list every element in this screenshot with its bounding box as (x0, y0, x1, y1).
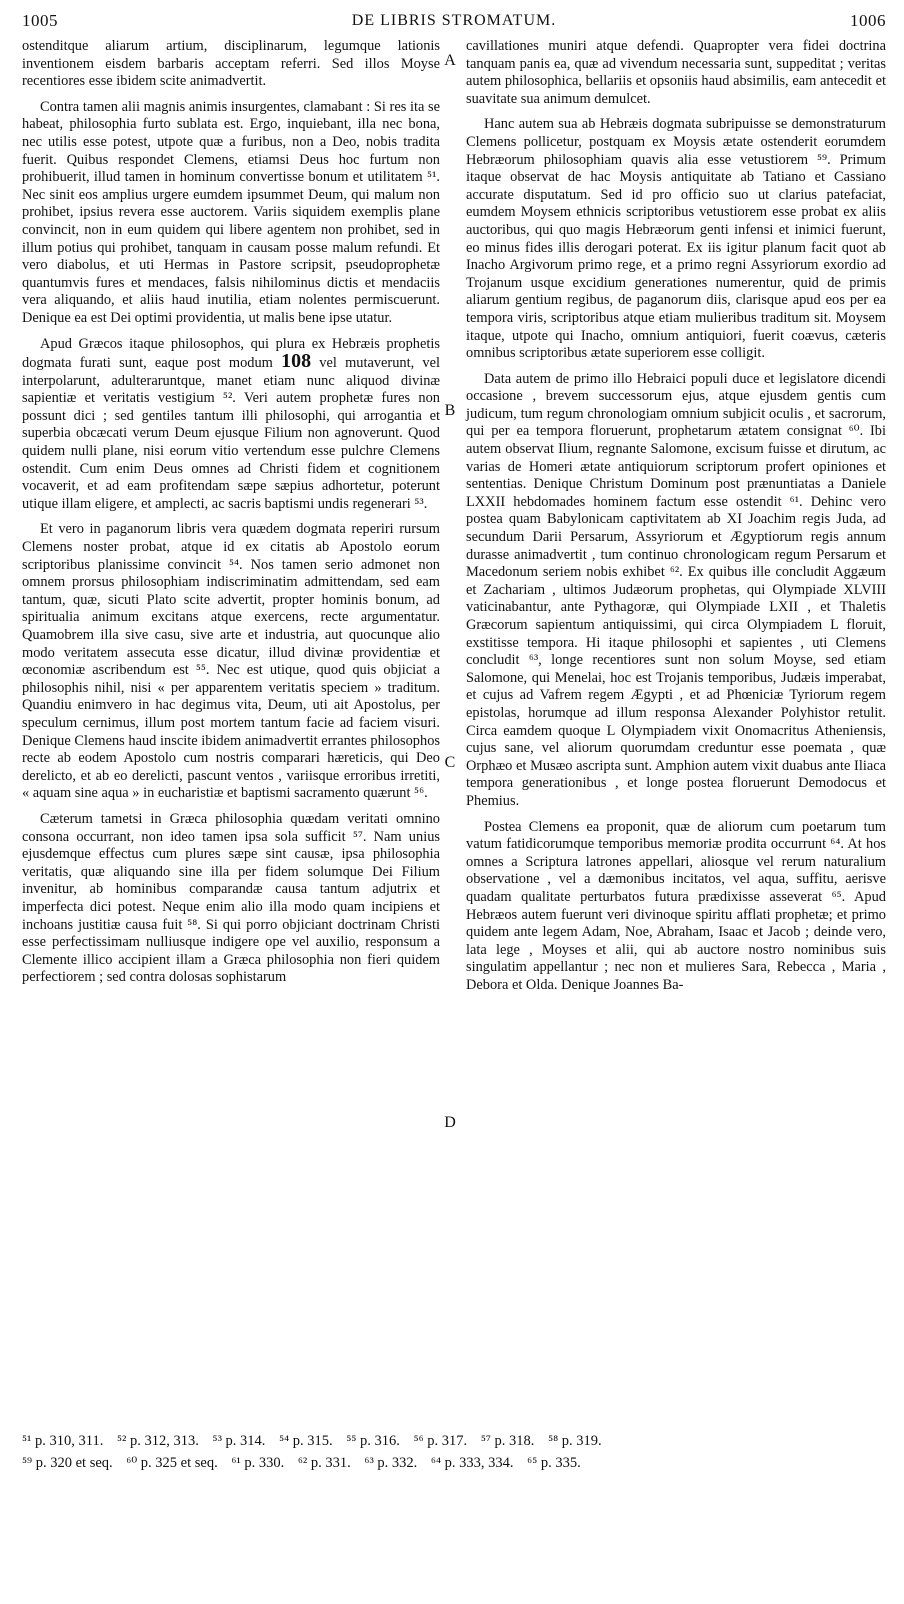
footnote: ⁵² p. 312, 313. (117, 1433, 199, 1449)
margin-marker-a: A (444, 52, 456, 69)
footnote: ⁵⁵ p. 316. (346, 1433, 400, 1449)
right-page-number: 1006 (850, 11, 886, 30)
footnote: ⁶³ p. 332. (364, 1455, 418, 1471)
margin-marker-b: B (444, 402, 456, 419)
margin-marker-c: C (444, 754, 456, 771)
paragraph: Et vero in paganorum libris vera quædem dogmata reperiri rursum Clemens noster probat, atque id ex citatis ab Apostolo eorum scriptoribus planissime convincit ⁵⁴. Nos tamen serio admonet non omnem prorsus philosophiam indiscriminatim admittendam, sed eam tantum, quæ, sicuti Plato scite advertit, propter hominis bonum, ad spiritualia animum excitans atque exercens, recte argumentatur. Quamobrem illa sive casu, sive arte et industria, aut quocunque alio modo veritatem assecuta esse dicatur, illud divinæ providentiæ et œconomiæ ascribendum est ⁵⁵. Nec est utique, quod quis objiciat a philosophis nihil, nisi « per apparentem veritatis speciem » traditum. Quandiu enimvero in hac degimus vita, Deum, uti ait Apostolus, per speculum cernimus, illum post mortem tantum facie ad faciem visuri. Denique Clemens haud inscite ibidem animadvertit errantes philosophos recte ab eodem Apostolo cum nostris comparari hæreticis, qui Deo derelicto, et ab eo derelicti, pascunt ventos , variisque erroribus irretiti, « aquam sine aqua » in eucharistiæ et baptismi sacramento quærunt ⁵⁶. (22, 521, 440, 802)
footnote: ⁵⁶ p. 317. (413, 1433, 468, 1449)
footnote: ⁵⁷ p. 318. (480, 1433, 535, 1449)
footnote: ⁶⁰ p. 325 et seq. (126, 1455, 218, 1471)
page-header (22, 8, 886, 34)
footnotes (22, 1430, 886, 1474)
left-column (22, 38, 440, 995)
footnote: ⁶⁴ p. 333, 334. (430, 1455, 514, 1471)
paragraph: Postea Clemens ea proponit, quæ de aliorum cum poetarum tum vatum fatidicorumque temporibus memoriæ prodita occurrunt ⁶⁴. At hos omnes a Scriptura latrones appellari, aliosque vel rerum naturalium observatione , vel a dæmonibus incitatos, vel aqua, suffitu, aerisve quadam qualitate perturbatos futura prædixisse asseverat ⁶⁵. Apud Hebræos autem fuerunt veri divinoque spiritu afflati prophetæ; et primo quidem ante legem Adam, Noe, Abraham, Isaac et Jacob ; deinde vero, lata lege , Moyses et alii, qui ab auctore nostro nominibus suis singulatim appellantur ; nec non et mulieres Sara, Rebecca , Maria , Debora et Olda. Denique Joannes Ba- (466, 818, 886, 993)
column-number-marker: 108 (281, 350, 312, 373)
paragraph: Contra tamen alii magnis animis insurgentes, clamabant : Si res ita se habeat, philosophia furto sublata est. Ergo, inquiebant, illa nec bona, nec utilis esse potest, utpote quæ a furibus, non a Deo, nobis tradita fuerit. Quibus respondet Clemens, etiamsi Deus hoc furtum non prohibuerit, illud tamen in hominum convertisse bonum et utilitatem ⁵¹. Nec sinit eos amplius urgere eumdem ipsummet Deum, qui malum non prohibet, ipsius revera esse auctorem. Variis siquidem exemplis plane convincit, non in eum quidem qui libere agentem non prohibet, sed in illum potius qui prohibet, tanquam in causam posse malum refundi. Et vero diabolus, et uti Hermas in Pastore scripsit, pseudoprophetæ quantumvis fures et mendaces, falsis nihilominus dictis et mendaciis vera aliquando, et aliis haud inutilia, etiam nolentes permiscuerunt. Denique ea est Dei optimi providentia, ut malis bene ipse utatur. (22, 98, 440, 326)
footnote: ⁶² p. 331. (297, 1455, 351, 1471)
paragraph: ostenditque aliarum artium, disciplinarum, legumque lationis inventionem eisdem barbaris acceptam referri. Sed illos Moyse recentiores esse ibidem scite animadvertit. (22, 38, 440, 90)
footnote-line-1 (22, 1430, 886, 1452)
paragraph-text: Apud Græcos itaque philosophos, qui plura ex Hebræis prophetis dogmata furati sunt, eaque post modum (22, 335, 440, 372)
footnote: ⁵⁸ p. 319. (548, 1433, 602, 1449)
footnote: ⁵¹ p. 310, 311. (22, 1433, 104, 1449)
footnote-line-2 (22, 1452, 886, 1474)
paragraph: Data autem de primo illo Hebraici populi duce et legislatore dicendi occasione , brevem successorum ejus, atque ejusdem gentis cum judicum, tum regum chronologiam omnium subjicit oculis , et sacrorum, qui per ea tempora floruerunt, prophetarum ætatem consignat ⁶⁰. Ibi autem observat Ilium, regnante Salomone, excisum fuisse et dirutum, ac varias de Homeri ætate antiquiorum scriptorum profert opiniones et sententias. Denique Christum Dominum post prænuntiatas a Daniele LXXII hebdomades hominem factum esse ostendit ⁶¹. Dehinc vero postea quam Babylonicam captivitatem ab XI Joachim regis Juda, ad secundum Darii Persarum, Assyriorum et Ægyptiorum regis annum durasse animadvertit , tum continuo chronologicam regum Persarum et Macedonum seriem nobis exhibet ⁶². Ex quibus ille concludit Aggæum et Zachariam , ultimos Judæorum prophetas, qui Olympiade XLVIII vaticinabantur, ante Pythagoræ, qui Olympiade LXII , et Thaletis Græcorum sapientum antiquissimi, qui circa Olympiadem L floruit, exstitisse tempora. Hi itaque philosophi et sapientes , uti Clemens concludit ⁶³, longe recentiores sunt non solum Moyse, sed etiam Salomone, qui Menelai, hoc est Trojanis temporibus, Judæis imperabat, et cujus ad Vafrem regem Ægypti , et ad Phœniciæ Tyriorum regem epistolas, horumque ad illum responsa Alexander Polyhistor retulit. Circa eamdem quoque L Olympiadem vixit Onomacritus Atheniensis, cujus sane, vel aliorum quorumdam creduntur esse poemata , quæ Orphæo et Musæo ascripta sunt. Amphion autem vixit duabus ante Iliaca tempora generationibus , et longe postea floruerunt Demodocus et Phemius. (466, 370, 886, 809)
running-title: DE LIBRIS STROMATUM. (351, 12, 557, 29)
footnote: ⁵⁴ p. 315. (279, 1433, 333, 1449)
paragraph: Cæterum tametsi in Græca philosophia quædam veritati omnino consona occurrant, non ideo tamen ipsa sola sufficit ⁵⁷. Nam unius ejusdemque effectus cum plures sæpe sint causæ, ipsa philosophia veritatis, quæ aliquando sine illa per fidem solumque Dei Filium invenitur, ab hominibus comparandæ causa tantum adjutrix et imperfecta dici potest. Neque enim alio illa modo quam incipiens et inchoans justitiæ causa fuit ⁵⁸. Si qui porro objiciant doctrinam Christi esse perfectissimam nulliusque indigere ope vel auxilio, responsum a Clemente illico accipient illam a Græca philosophia non fieri quidem perfectiorem ; sed contra dolosas sophistarum (22, 810, 440, 986)
paragraph: Hanc autem sua ab Hebræis dogmata subripuisse se demonstraturum Clemens pollicetur, postquam ex Moysis ætate ostenderit eorumdem Hebræorum philosophiam quavis alia esse vetustiorem ⁵⁹. Primum itaque observat de hac Moysis antiquitate ab Tatiano et Cassiano accurate disputatum. Sed id pro officio suo ut clarius patefaciat, eumdem Moysem ethnicis scriptoribus vetustiorem esse probat ex aliis auctoribus, qui quo magis Hebræorum genti infensi et inimici fuerunt, eo minus fides illis derogari poterat. Ex iis igitur planum facit quot ab Inacho Argivorum primo rege, et a primo regni Assyriorum exordio ad Trojanum usque excidium generationes numerentur, quid de primis aliarum gentium regibus, de paganorum diis, clarisque apud eos per ea tempora viris, scriptoribus atque etiam mulieribus traditum sit. Moysem itaque, utpote qui Inacho, omnium antiquiori, fuerit coævus, cæteris omnibus scriptoribus ætate superiorem esse colligit. (466, 116, 886, 362)
footnote: ⁵³ p. 314. (212, 1433, 266, 1449)
paragraph-text: vel mutaverunt, vel interpolarunt, adulteraruntque, manet etiam nunc aliquod divinæ sapientiæ et veritatis vestigium ⁵². Veri autem prophetæ fures non possunt dici ; sed gentiles tantum illi philosophi, qui arrogantia et superbia obcæcati verum Deum ejusque Filium non agnoverunt. Quod quidem nulli plane, nisi eorum vitio vertendum esse pulchre Clemens ostendit. Cum enim Deus omnes ad Christi fidem et cognitionem vocaverit, et ad eam profitendam sæpe sæpius adhortetur, poterunt utique illam eligere, et amplecti, ac sacris baptismi undis regenerari ⁵³. (22, 355, 440, 512)
paragraph (22, 336, 440, 514)
footnote: ⁵⁹ p. 320 et seq. (22, 1455, 113, 1471)
footnote: ⁶⁵ p. 335. (527, 1455, 581, 1471)
left-page-number: 1005 (22, 11, 58, 30)
margin-marker-d: D (444, 1114, 456, 1131)
paragraph: cavillationes muniri atque defendi. Quapropter vera fidei doctrina tanquam panis ea, quæ ad vivendum necessaria sunt, suppeditat ; veritas autem philosophica, bellariis et opsoniis haud absimilis, eam antecedit et suavitate sua animum demulcet. (466, 38, 886, 107)
footnote: ⁶¹ p. 330. (231, 1455, 285, 1471)
right-column (466, 38, 886, 1002)
